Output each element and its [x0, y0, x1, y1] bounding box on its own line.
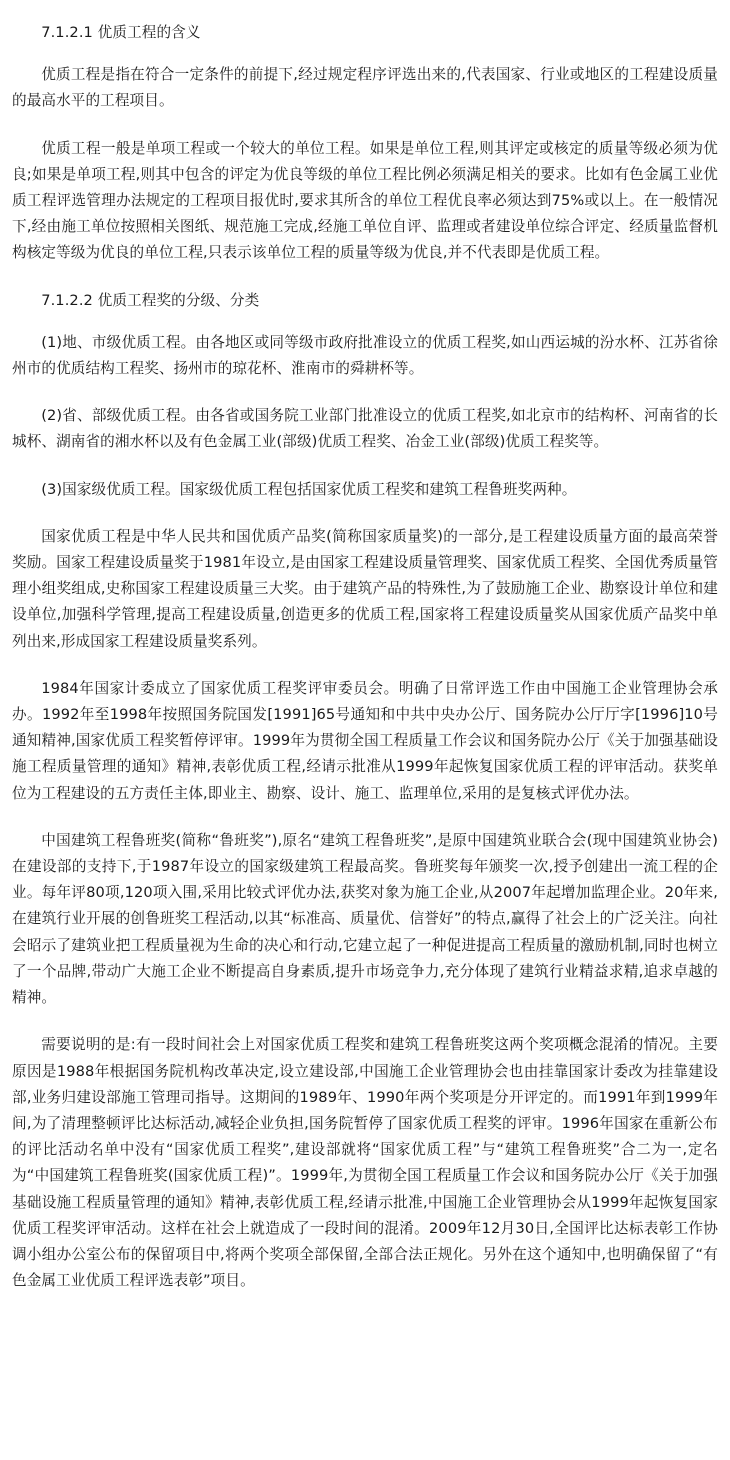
paragraph-national-quality-award: 国家优质工程是中华人民共和国优质产品奖(简称国家质量奖)的一部分,是工程建设质量方面的最高荣誉奖励。国家工程建设质量奖于1981年设立,是由国家工程建设质量管理奖、国家优质工程奖、全国优秀质量管理小组奖组成,史称国家工程建设质量三大奖。由于建筑产品的特殊性,为了鼓励施工企业、勘察设计单位和建设单位,加强科学管理,提高工程建设质量,创造更多的优质工程,国家将工程建设质量奖从国家优质产品奖中单列出来,形成国家工程建设质量奖系列。: [12, 527, 718, 650]
section-heading-7-1-2-1: 7.1.2.1 优质工程的含义: [41, 24, 201, 41]
paragraph-province-level: (2)省、部级优质工程。由各省或国务院工业部门批准设立的优质工程奖,如北京市的结构杯、河南省的长城杯、湖南省的湘水杯以及有色金属工业(部级)优质工程奖、冶金工业(部级)优质工程奖等。: [12, 407, 718, 451]
paragraph-clarification: 需要说明的是:有一段时间社会上对国家优质工程奖和建筑工程鲁班奖这两个奖项概念混淆的情况。主要原因是1988年根据国务院机构改革决定,设立建设部,中国施工企业管理协会也由挂靠国家计委改为挂靠建设部,业务归建设部施工管理司指导。这期间的1989年、1990年两个奖项是分开评定的。而1991年到1999年间,为了清理整顿评比达标活动,减轻企业负担,国务院暂停了国家优质工程奖的评审。1996年国家在重新公布的评比活动名单中没有“国家优质工程奖”,建设部就将“国家优质工程”与“建筑工程鲁班奖”合二为一,定名为“中国建筑工程鲁班奖(国家优质工程)”。1999年,为贯彻全国工程质量工作会议和国务院办公厅《关于加强基础设施工程质量管理的通知》精神,表彰优质工程,经请示批准,中国施工企业管理协会从1999年起恢复国家优质工程奖评审活动。这样在社会上就造成了一段时间的混淆。2009年12月30日,全国评比达标表彰工作协调小组办公室公布的保留项目中,将两个奖项全部保留,全部合法正规化。另外在这个通知中,也明确保留了“有色金属工业优质工程评选表彰”项目。: [12, 1036, 718, 1290]
paragraph-city-level: (1)地、市级优质工程。由各地区或同等级市政府批准设立的优质工程奖,如山西运城的汾水杯、江苏省徐州市的优质结构工程奖、扬州市的琼花杯、淮南市的舜耕杯等。: [12, 333, 718, 378]
paragraph-national-level: (3)国家级优质工程。国家级优质工程包括国家优质工程奖和建筑工程鲁班奖两种。: [41, 480, 577, 498]
section-heading-7-1-2-2: 7.1.2.2 优质工程奖的分级、分类: [41, 291, 260, 309]
paragraph-luban-award: 中国建筑工程鲁班奖(简称“鲁班奖”),原名“建筑工程鲁班奖”,是原中国建筑业联合会(现中国建筑业协会)在建设部的支持下,于1987年设立的国家级建筑工程最高奖。鲁班奖每年颁奖一次,授予创建出一流工程的企业。每年评80项,120项入围,采用比较式评优办法,获奖对象为施工企业,从2007年起增加监理企业。20年来,在建筑行业开展的创鲁班奖工程活动,以其“标准高、质量优、信誉好”的特点,赢得了社会上的广泛关注。向社会昭示了建筑业把工程质量视为生命的决心和行动,它建立起了一种促进提高工程质量的激励机制,同时也树立了一个品牌,带动广大施工企业不断提高自身素质,提升市场竞争力,充分体现了建筑行业精益求精,追求卓越的精神。: [12, 831, 718, 1007]
paragraph-definition: 优质工程是指在符合一定条件的前提下,经过规定程序评选出来的,代表国家、行业或地区的工程建设质量的最高水平的工程项目。: [12, 66, 718, 110]
paragraph-unit-project: 优质工程一般是单项工程或一个较大的单位工程。如果是单位工程,则其评定或核定的质量等级必须为优良;如果是单项工程,则其中包含的评定为优良等级的单位工程比例必须满足相关的要求。比如有色金属工业优质工程评选管理办法规定的工程项目报优时,要求其所含的单位工程优良率必须达到75%或以上。在一般情况下,经由施工单位按照相关图纸、规范施工完成,经施工单位自评、监理或者建设单位综合评定、经质量监督机构核定等级为优良的单位工程,只表示该单位工程的质量等级为优良,并不代表即是优质工程。: [12, 139, 718, 262]
paragraph-1984-history: 1984年国家计委成立了国家优质工程奖评审委员会。明确了日常评选工作由中国施工企业管理协会承办。1992年至1998年按照国务院国发[1991]65号通知和中共中央办公厅、国务院办公厅厅字[1996]10号通知精神,国家优质工程奖暂停评审。1999年为贯彻全国工程质量工作会议和国务院办公厅《关于加强基础设施工程质量管理的通知》精神,表彰优质工程,经请示批准从1999年起恢复国家优质工程的评审活动。获奖单位为工程建设的五方责任主体,即业主、勘察、设计、施工、监理单位,采用的是复核式评优办法。: [12, 679, 718, 802]
document-body: [12, 20, 718, 1315]
